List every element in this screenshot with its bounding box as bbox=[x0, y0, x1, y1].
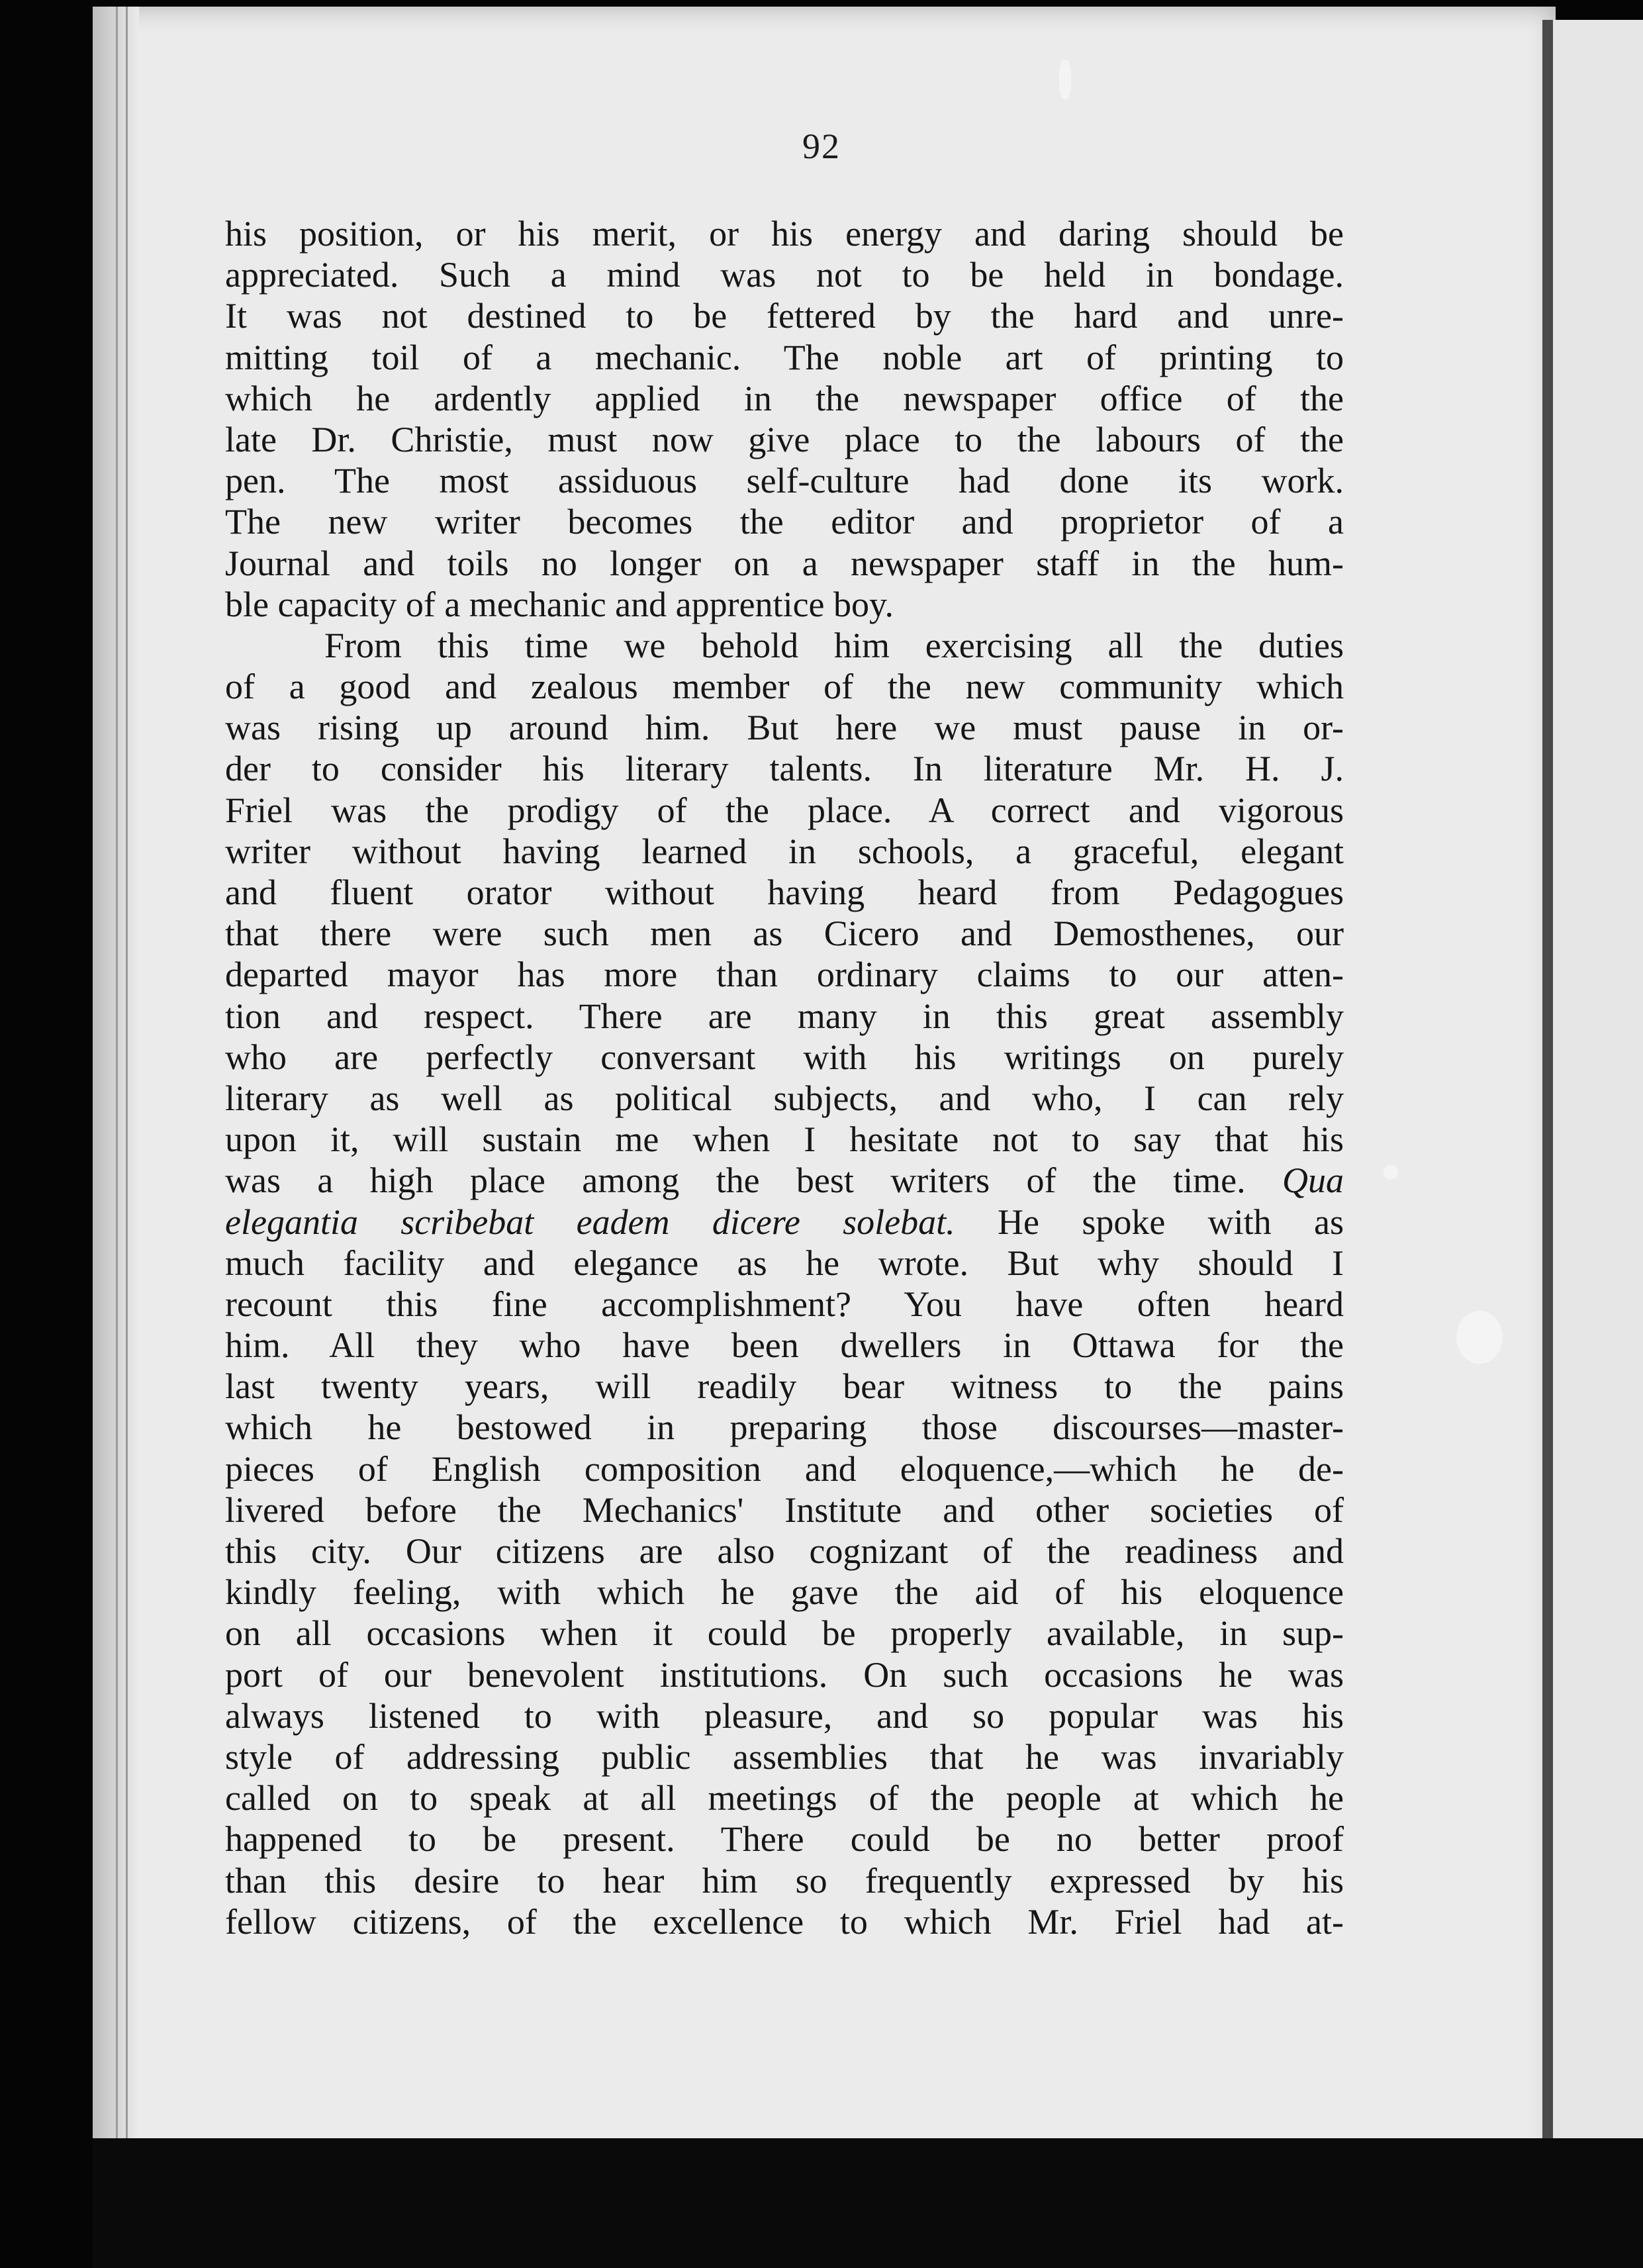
text-line: mitting toil of a mechanic. The noble art of printing to bbox=[225, 337, 1344, 377]
text-line: It was not destined to be fettered by the hard and unre- bbox=[225, 296, 1344, 336]
page-edge-line bbox=[116, 7, 118, 2191]
latin-quote-end: elegantia scribebat eadem dicere solebat. bbox=[225, 1202, 955, 1242]
paper-speck bbox=[1456, 1311, 1503, 1364]
text-line: style of addressing public assemblies that he was invariably bbox=[225, 1736, 1344, 1777]
text-line: Friel was the prodigy of the place. A correct and vigorous bbox=[225, 790, 1344, 830]
text-line: last twenty years, will readily bear witness to the pains bbox=[225, 1366, 1344, 1407]
body-text bbox=[225, 213, 1344, 1942]
text-line: than this desire to hear him so frequently expressed by his bbox=[225, 1860, 1344, 1901]
text-segment: He spoke with as bbox=[998, 1202, 1344, 1242]
text-line: appreciated. Such a mind was not to be held in bondage. bbox=[225, 255, 1344, 295]
text-line: der to consider his literary talents. In literature Mr. H. J. bbox=[225, 749, 1344, 789]
text-line-with-italic bbox=[225, 1202, 1344, 1243]
text-line: that there were such men as Cicero and Demosthenes, our bbox=[225, 914, 1344, 954]
paper-speck bbox=[1384, 1165, 1398, 1180]
text-line: Journal and toils no longer on a newspaper staff in the hum- bbox=[225, 543, 1344, 583]
text-segment: was a high place among the best writers of the time. bbox=[225, 1160, 1246, 1201]
text-line: of a good and zealous member of the new community which bbox=[225, 667, 1344, 707]
text-line: departed mayor has more than ordinary claims to our atten- bbox=[225, 955, 1344, 995]
text-line: upon it, will sustain me when I hesitate not to say that his bbox=[225, 1119, 1344, 1160]
text-line: pen. The most assiduous self-culture had done its work. bbox=[225, 461, 1344, 501]
text-line: literary as well as political subjects, and who, I can rely bbox=[225, 1078, 1344, 1118]
text-line: fellow citizens, of the excellence to which Mr. Friel had at- bbox=[225, 1901, 1344, 1942]
paper-speck bbox=[1059, 60, 1071, 99]
text-line: late Dr. Christie, must now give place to the labours of the bbox=[225, 419, 1344, 459]
text-line: his position, or his merit, or his energy and daring should be bbox=[225, 214, 1344, 254]
text-line: on all occasions when it could be properly available, in sup- bbox=[225, 1613, 1344, 1654]
text-line: him. All they who have been dwellers in Ottawa for the bbox=[225, 1325, 1344, 1366]
page-number: 92 bbox=[802, 126, 841, 166]
scan-bottom-border bbox=[93, 2138, 1643, 2268]
text-line: port of our benevolent institutions. On such occasions he was bbox=[225, 1654, 1344, 1695]
text-line-with-italic bbox=[225, 1160, 1344, 1201]
text-line: was rising up around him. But here we must pause in or- bbox=[225, 708, 1344, 748]
text-line: who are perfectly conversant with his writings on purely bbox=[225, 1037, 1344, 1077]
text-line: kindly feeling, with which he gave the aid of his eloquence bbox=[225, 1572, 1344, 1613]
text-line: happened to be present. There could be no better proof bbox=[225, 1819, 1344, 1860]
text-line: ble capacity of a mechanic and apprentice boy. bbox=[225, 584, 894, 624]
text-line: The new writer becomes the editor and proprietor of a bbox=[225, 502, 1344, 542]
text-line: much facility and elegance as he wrote. But why should I bbox=[225, 1243, 1344, 1283]
text-line: tion and respect. There are many in this great assembly bbox=[225, 996, 1344, 1036]
text-line: which he bestowed in preparing those discourses—master- bbox=[225, 1407, 1344, 1448]
text-line: always listened to with pleasure, and so popular was his bbox=[225, 1695, 1344, 1736]
text-line: this city. Our citizens are also cognizant of the readiness and bbox=[225, 1531, 1344, 1571]
text-line: livered before the Mechanics' Institute and other societies of bbox=[225, 1489, 1344, 1530]
text-line: pieces of English composition and eloquence,—which he de- bbox=[225, 1448, 1344, 1489]
text-line-paragraph-start: From this time we behold him exercising all the duties bbox=[324, 625, 1344, 665]
text-line: and fluent orator without having heard from Pedagogues bbox=[225, 873, 1344, 912]
latin-quote-start: Qua bbox=[1282, 1160, 1344, 1201]
text-line: writer without having learned in schools, a graceful, elegant bbox=[225, 831, 1344, 871]
page-edge-line bbox=[126, 7, 128, 2191]
text-line: called on to speak at all meetings of the people at which he bbox=[225, 1778, 1344, 1819]
text-line: recount this fine accomplishment? You have often heard bbox=[225, 1284, 1344, 1324]
text-line: which he ardently applied in the newspaper office of the bbox=[225, 378, 1344, 418]
facing-page-edge bbox=[1542, 20, 1643, 2204]
